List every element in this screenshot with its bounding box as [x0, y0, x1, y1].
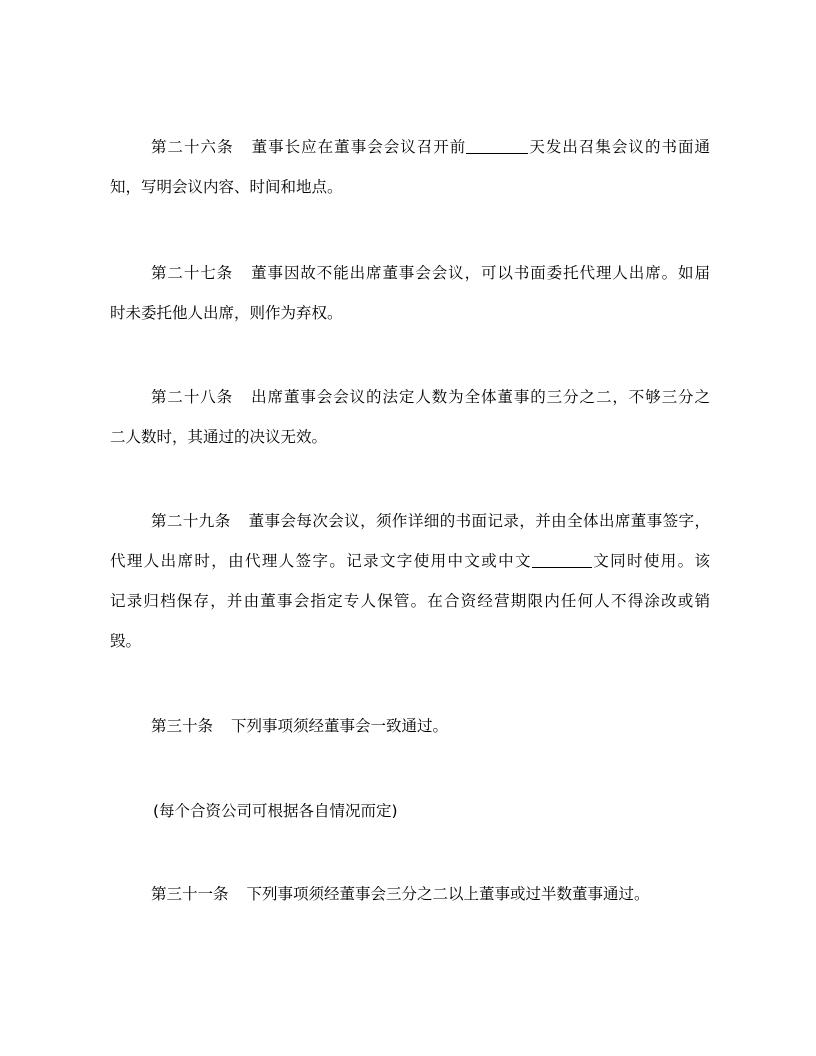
article-text: 下列事项须经董事会一致通过。	[231, 717, 449, 735]
article-text: 出席董事会会议的法定人数为全体董事的三分之二，不够三分之	[251, 388, 710, 406]
article-29-line-2	[110, 541, 710, 581]
article-31	[110, 874, 710, 914]
fill-in-blank-language[interactable]	[532, 551, 592, 568]
article-29-line-3	[110, 581, 710, 621]
article-number: 第三十条	[151, 717, 214, 735]
article-27	[110, 253, 710, 333]
fill-in-blank-days[interactable]	[466, 137, 528, 154]
article-text: 董事长应在董事会会议召开前	[251, 138, 467, 156]
article-number: 第三十一条	[151, 885, 229, 903]
article-29-line-4	[110, 621, 710, 661]
article-31-line-1	[110, 874, 710, 914]
parenthetical-note	[110, 791, 710, 831]
note-text: (每个合资公司可根据各自情况而定)	[153, 802, 398, 820]
article-number: 第二十九条	[151, 512, 231, 530]
article-27-line-1	[110, 253, 710, 293]
article-text: 代理人出席时，由代理人签字。记录文字使用中文或中文	[110, 552, 532, 570]
article-text: 下列事项须经董事会三分之二以上董事或过半数董事通过。	[246, 885, 650, 903]
article-number: 第二十六条	[151, 138, 234, 156]
article-29-line-1	[110, 501, 710, 541]
article-28-line-1	[110, 377, 710, 417]
article-26-line-1	[110, 127, 710, 167]
article-text: 董事因故不能出席董事会会议，可以书面委托代理人出席。如届	[251, 264, 710, 282]
article-number: 第二十七条	[151, 264, 234, 282]
article-26	[110, 127, 710, 207]
article-text: 毁。	[110, 632, 142, 650]
article-text: 时未委托他人出席，则作为弃权。	[110, 304, 343, 322]
article-30	[110, 706, 710, 746]
article-28	[110, 377, 710, 457]
article-28-line-2	[110, 417, 710, 457]
article-30-line-1	[110, 706, 710, 746]
article-number: 第二十八条	[151, 388, 234, 406]
article-text: 二人数时，其通过的决议无效。	[110, 428, 328, 446]
article-27-line-2	[110, 293, 710, 333]
article-text: 知，写明会议内容、时间和地点。	[110, 178, 343, 196]
article-text: 记录归档保存，并由董事会指定专人保管。在合资经营期限内任何人不得涂改或销	[110, 592, 710, 610]
article-text: 天发出召集会议的书面通	[528, 138, 710, 156]
article-text: 董事会每次会议，须作详细的书面记录，并由全体出席董事签字，	[248, 512, 710, 530]
article-text: 文同时使用。该	[591, 552, 710, 570]
article-26-line-2	[110, 167, 710, 207]
article-29	[110, 501, 710, 661]
